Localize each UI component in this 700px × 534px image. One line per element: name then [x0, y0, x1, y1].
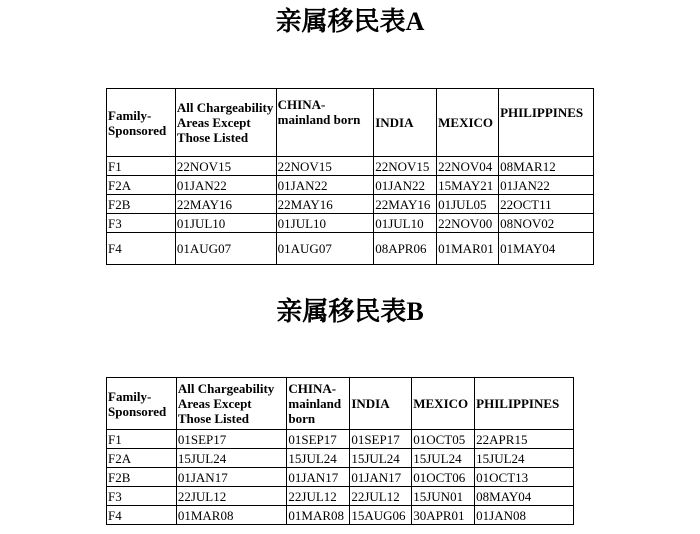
table-a-cell: 08NOV02	[499, 214, 594, 233]
table-a-cell: F4	[107, 233, 176, 265]
table-row	[107, 468, 574, 487]
table-a-cell: F1	[107, 157, 176, 176]
table-a-cell: 01JAN22	[175, 176, 276, 195]
table-b-cell: 15JUN01	[412, 487, 475, 506]
table-b-cell: 01MAR08	[176, 506, 287, 525]
table-row	[107, 176, 594, 195]
table-a-cell: F2A	[107, 176, 176, 195]
table-b-cell: 15JUL24	[475, 449, 574, 468]
table-row	[107, 157, 594, 176]
table-a-cell: 01AUG07	[175, 233, 276, 265]
table-b-cell: 30APR01	[412, 506, 475, 525]
table-b-cell: F2B	[107, 468, 177, 487]
table-row	[107, 506, 574, 525]
table-a-cell: 01JUL10	[276, 214, 374, 233]
table-a-cell: 22MAY16	[374, 195, 437, 214]
table-b-cell: 15JUL24	[350, 449, 412, 468]
table-b-cell: F3	[107, 487, 177, 506]
table-b-cell: 15AUG06	[350, 506, 412, 525]
table-b-title-suffix: B	[406, 297, 424, 326]
table-a-header-india: INDIA	[374, 89, 437, 157]
table-a-cell: F2B	[107, 195, 176, 214]
table-row	[107, 233, 594, 265]
table-a-cell: 22NOV15	[175, 157, 276, 176]
table-b-header-philippines: PHILIPPINES	[475, 378, 574, 430]
table-b-cell: 08MAY04	[475, 487, 574, 506]
table-a-cell: 22MAY16	[276, 195, 374, 214]
table-a-cell: 01JAN22	[276, 176, 374, 195]
table-a-cell: 01MAY04	[499, 233, 594, 265]
table-row	[107, 487, 574, 506]
table-b-header-family: Family-Sponsored	[107, 378, 177, 430]
table-b-header-india: INDIA	[350, 378, 412, 430]
table-row	[107, 430, 574, 449]
table-a-cell: 15MAY21	[437, 176, 499, 195]
table-b-title-cn: 亲属移民表	[276, 297, 407, 327]
table-a-cell: 01AUG07	[276, 233, 374, 265]
table-b-cell: 22JUL12	[350, 487, 412, 506]
table-b-cell: 01OCT05	[412, 430, 475, 449]
table-a	[106, 88, 594, 265]
table-b-cell: F4	[107, 506, 177, 525]
table-b-cell: 01SEP17	[287, 430, 350, 449]
table-b-cell: 22JUL12	[287, 487, 350, 506]
table-b-cell: 15JUL24	[287, 449, 350, 468]
table-row	[107, 195, 594, 214]
table-b-cell: 01JAN17	[287, 468, 350, 487]
table-a-cell: 01JUL10	[175, 214, 276, 233]
table-b-cell: 01SEP17	[176, 430, 287, 449]
table-b-header-row	[107, 378, 574, 430]
table-a-cell: 22MAY16	[175, 195, 276, 214]
table-row	[107, 214, 594, 233]
table-a-header-all-areas: All Chargeability Areas Except Those Listed	[175, 89, 276, 157]
table-a-cell: 22OCT11	[499, 195, 594, 214]
table-a-cell: 22NOV00	[437, 214, 499, 233]
table-b	[106, 377, 574, 525]
table-a-header-philippines: PHILIPPINES	[499, 89, 594, 157]
table-b-cell: 15JUL24	[176, 449, 287, 468]
table-a-cell: 01MAR01	[437, 233, 499, 265]
table-a-cell: 22NOV15	[276, 157, 374, 176]
table-b-cell: F1	[107, 430, 177, 449]
table-b-cell: 22JUL12	[176, 487, 287, 506]
table-b-cell: 01JAN08	[475, 506, 574, 525]
table-b-cell: 01JAN17	[176, 468, 287, 487]
table-a-title-suffix: A	[405, 7, 425, 36]
table-a-cell: 08MAR12	[499, 157, 594, 176]
table-b-header-china: CHINA-mainland born	[287, 378, 350, 430]
table-a-cell: 01JUL10	[374, 214, 437, 233]
table-b-cell: 01MAR08	[287, 506, 350, 525]
table-b-cell: 01JAN17	[350, 468, 412, 487]
table-a-title-cn: 亲属移民表	[275, 7, 406, 37]
table-b-cell: 15JUL24	[412, 449, 475, 468]
table-b-cell: 22APR15	[475, 430, 574, 449]
table-b-cell: F2A	[107, 449, 177, 468]
table-b-header-mexico: MEXICO	[412, 378, 475, 430]
table-a-title	[0, 7, 700, 37]
table-row	[107, 449, 574, 468]
table-a-header-china: CHINA-mainland born	[276, 89, 374, 157]
table-b-cell: 01OCT06	[412, 468, 475, 487]
table-a-cell: 08APR06	[374, 233, 437, 265]
table-a-cell: 22NOV15	[374, 157, 437, 176]
table-b-cell: 01OCT13	[475, 468, 574, 487]
table-a-header-mexico: MEXICO	[437, 89, 499, 157]
table-a-header-row	[107, 89, 594, 157]
table-a-cell: 22NOV04	[437, 157, 499, 176]
table-a-cell: F3	[107, 214, 176, 233]
table-b-header-all-areas: All Chargeability Areas Except Those Listed	[176, 378, 287, 430]
table-b-cell: 01SEP17	[350, 430, 412, 449]
table-a-cell: 01JAN22	[499, 176, 594, 195]
table-a-header-family: Family-Sponsored	[107, 89, 176, 157]
table-b-title	[0, 297, 700, 327]
table-a-cell: 01JUL05	[437, 195, 499, 214]
table-a-cell: 01JAN22	[374, 176, 437, 195]
